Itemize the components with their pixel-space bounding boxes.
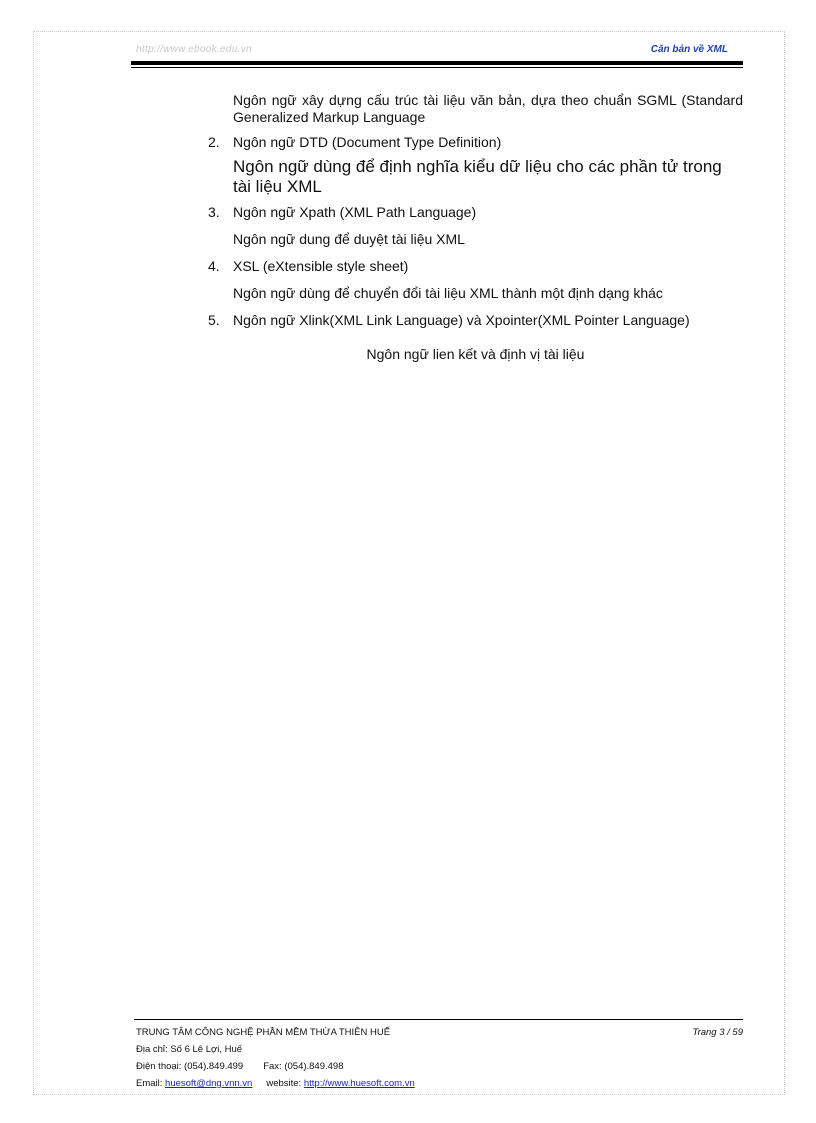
header-rule-thick bbox=[131, 61, 743, 65]
header-title: Căn bản về XML bbox=[650, 44, 728, 55]
item-title: XSL (eXtensible style sheet) bbox=[233, 258, 409, 274]
page-number: Trang 3 / 59 bbox=[692, 1027, 743, 1038]
item-description: Ngôn ngữ lien kết và định vị tài liệu bbox=[366, 346, 585, 362]
item-number: 4. bbox=[208, 258, 220, 274]
footer-address: Địa chỉ: Số 6 Lê Lợi, Huế bbox=[136, 1044, 243, 1055]
intro-paragraph: Ngôn ngữ xây dựng cấu trúc tài liệu văn bản, dựa theo chuẩn SGML (Standard Generalized Markup Language bbox=[233, 92, 743, 125]
list-item bbox=[208, 312, 743, 329]
footer-rule bbox=[134, 1019, 743, 1020]
item-number: 3. bbox=[208, 204, 220, 220]
list-item bbox=[208, 258, 743, 275]
item-number: 5. bbox=[208, 312, 220, 328]
footer-links bbox=[136, 1075, 743, 1092]
footer-contact bbox=[136, 1058, 743, 1075]
header-url: http://www.ebook.edu.vn bbox=[136, 44, 252, 55]
website-link[interactable]: http://www.huesoft.com.vn bbox=[303, 1078, 415, 1089]
list-item bbox=[208, 204, 743, 221]
list-item bbox=[208, 134, 743, 151]
footer-fax: Fax: (054).849.498 bbox=[263, 1061, 344, 1072]
website-label: website: bbox=[266, 1078, 302, 1089]
item-title: Ngôn ngữ Xlink(XML Link Language) và Xpointer(XML Pointer Language) bbox=[233, 312, 690, 328]
item-description: Ngôn ngữ dùng để định nghĩa kiểu dữ liệu cho các phần tử trong tài liệu XML bbox=[233, 157, 722, 196]
main-content bbox=[208, 92, 743, 363]
item-title: Ngôn ngữ DTD (Document Type Definition) bbox=[233, 134, 502, 150]
header-rule-thin bbox=[131, 67, 743, 68]
footer-phone: Điện thoại: (054).849.499 bbox=[136, 1061, 244, 1072]
item-description: Ngôn ngữ dùng để chuyển đổi tài liệu XML thành một định dạng khác bbox=[233, 285, 663, 301]
footer bbox=[136, 1024, 743, 1092]
item-description: Ngôn ngữ dung để duyệt tài liệu XML bbox=[233, 231, 465, 247]
footer-org: TRUNG TÂM CÔNG NGHỆ PHẦN MỀM THỪA THIÊN HUẾ bbox=[136, 1027, 391, 1038]
email-label: Email: bbox=[136, 1078, 163, 1089]
item-number: 2. bbox=[208, 134, 220, 150]
email-link[interactable]: huesoft@dng.vnn.vn bbox=[165, 1078, 253, 1089]
item-title: Ngôn ngữ Xpath (XML Path Language) bbox=[233, 204, 477, 220]
